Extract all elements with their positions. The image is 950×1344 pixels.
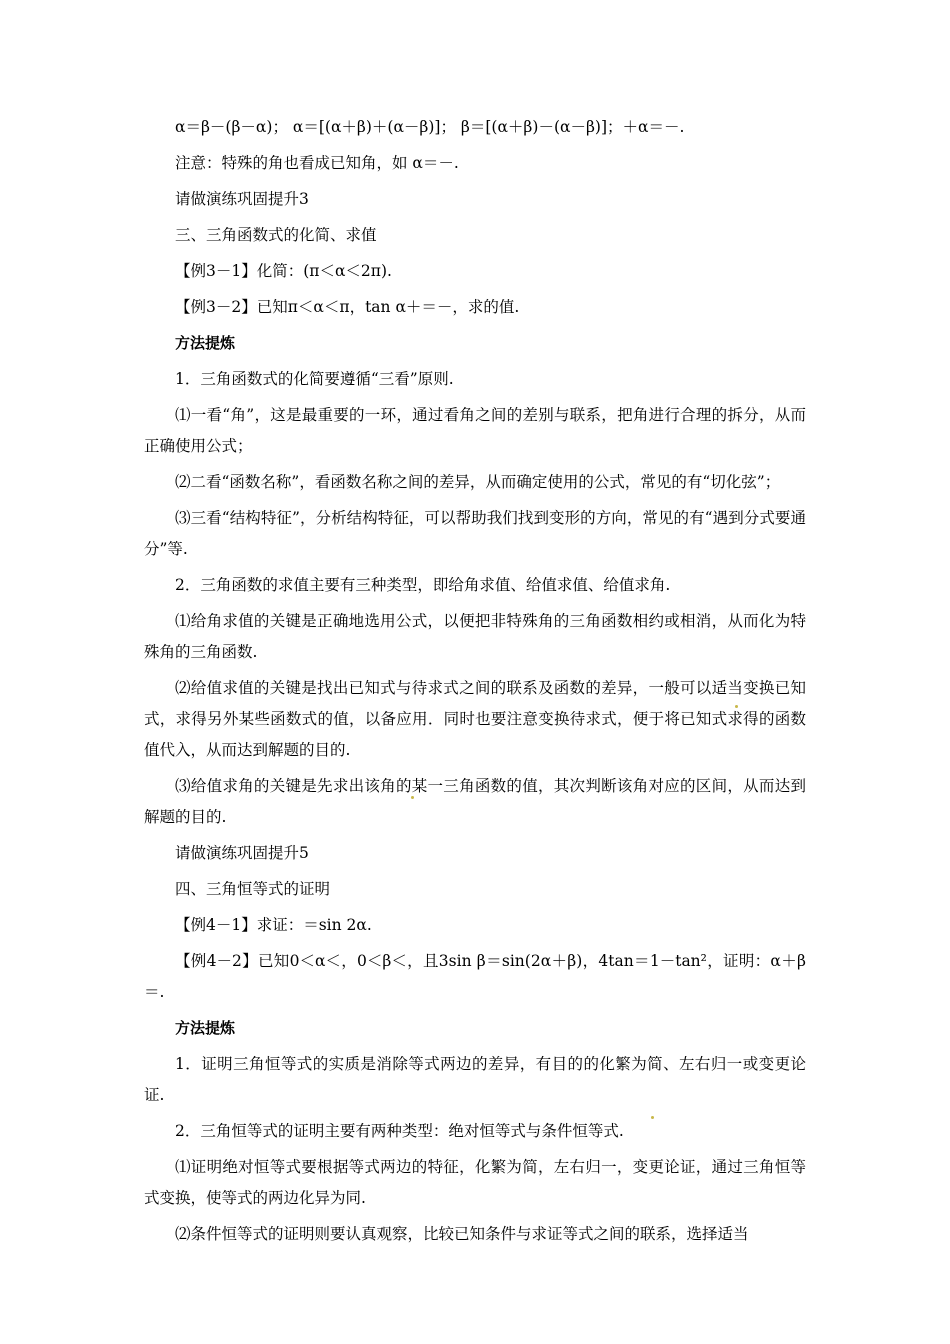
note-special-angle: 注意：特殊的角也看成已知角，如 α＝－. [175,154,459,172]
method-subitem: ⑴给角求值的关键是正确地选用公式，以便把非特殊角的三角函数相约或相消，从而化为特殊角的三角函数. [144,612,806,661]
marker-dot [411,796,414,799]
document-body [144,112,806,1255]
exercise-reference: 请做演练巩固提升3 [175,190,309,208]
example-3-1: 【例3－1】化简：(π＜α＜2π). [175,262,392,280]
marker-dot [735,705,738,708]
method-item: 2．三角函数的求值主要有三种类型，即给角求值、给值求值、给值求角. [175,576,671,594]
exercise-reference: 请做演练巩固提升5 [175,844,309,862]
example-4-1: 【例4－1】求证：＝sin 2α. [175,916,372,934]
section-title: 三、三角函数式的化简、求值 [175,226,377,244]
section-title: 四、三角恒等式的证明 [175,880,331,898]
method-subitem: ⑴证明绝对恒等式要根据等式两边的特征，化繁为简，左右归一，变更论证，通过三角恒等式变换，使等式的两边化异为同. [144,1158,806,1207]
method-subitem: ⑵给值求值的关键是找出已知式与待求式之间的联系及函数的差异，一般可以适当变换已知式，求得另外某些函数式的值，以备应用．同时也要注意变换待求式，便于将已知式求得的函数值代入，从而达到解题的目的. [144,679,806,759]
method-subitem: ⑶给值求角的关键是先求出该角的某一三角函数的值，其次判断该角对应的区间，从而达到解题的目的. [144,777,806,826]
example-4-2: 【例4－2】已知0＜α＜，0＜β＜，且3sin β＝sin(2α＋β)，4tan＝1－tan²，证明：α＋β＝. [144,952,806,1001]
method-subitem: ⑶三看“结构特征”，分析结构特征，可以帮助我们找到变形的方向，常见的有“遇到分式要通分”等. [144,509,806,558]
method-heading: 方法提炼 [175,1019,236,1037]
formula-angles: α＝β－(β－α)； α＝[(α＋β)＋(α－β)]； β＝[(α＋β)－(α－β)]；＋α＝－. [175,118,685,136]
method-item: 1．三角函数式的化简要遵循“三看”原则. [175,370,454,388]
method-subitem: ⑵条件恒等式的证明则要认真观察，比较已知条件与求证等式之间的联系，选择适当 [175,1225,749,1243]
example-3-2: 【例3－2】已知π＜α＜π，tan α＋＝－，求的值. [175,298,520,316]
marker-dot [651,1116,654,1119]
method-item: 2．三角恒等式的证明主要有两种类型：绝对恒等式与条件恒等式. [175,1122,624,1140]
method-heading: 方法提炼 [175,334,236,352]
method-item: 1．证明三角恒等式的实质是消除等式两边的差异，有目的的化繁为简、左右归一或变更论证. [144,1055,806,1104]
method-subitem: ⑵二看“函数名称”，看函数名称之间的差异，从而确定使用的公式，常见的有“切化弦”； [175,473,781,491]
method-subitem: ⑴一看“角”，这是最重要的一环，通过看角之间的差别与联系，把角进行合理的拆分，从而正确使用公式； [144,406,806,455]
